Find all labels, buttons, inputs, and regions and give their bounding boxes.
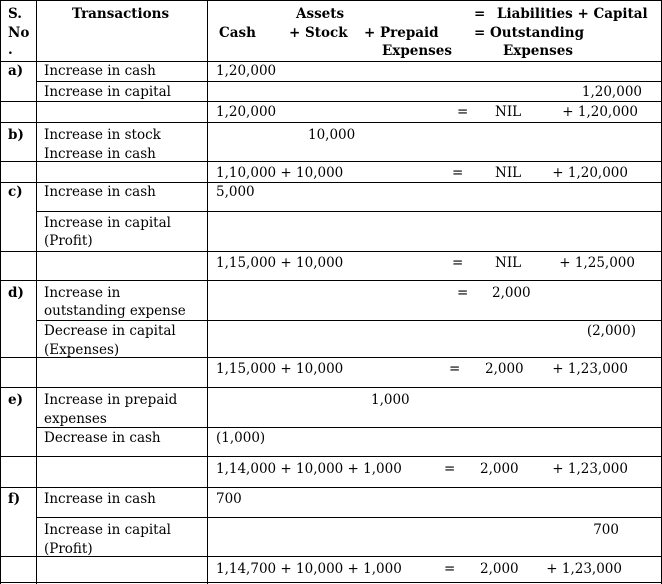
liabilities-value: 2,000	[485, 361, 524, 377]
header-sno: No	[8, 25, 30, 41]
liabilities-value: 2,000	[492, 285, 531, 301]
header-outstanding: = Outstanding	[474, 25, 585, 41]
stock-value: 10,000	[308, 127, 356, 143]
row-label: a)	[8, 63, 24, 79]
table-border-left	[0, 0, 1, 584]
header-transactions: Transactions	[72, 6, 170, 22]
header-sno: S.	[8, 6, 22, 22]
table-border-bottom	[0, 582, 662, 583]
capital-total: + 1,20,000	[552, 165, 628, 181]
row-divider	[0, 101, 662, 102]
liabilities-value: NIL	[495, 165, 522, 181]
header-prepaid-expenses: Expenses	[382, 43, 452, 59]
total-assets: 1,14,700 + 10,000 + 1,000	[216, 561, 402, 577]
row-divider	[36, 517, 662, 518]
capital-value: 1,20,000	[581, 84, 642, 100]
cash-value: (1,000)	[216, 430, 266, 446]
cash-value: 700	[216, 491, 242, 507]
transaction-text: Increase in capital	[44, 522, 171, 538]
liabilities-value: 2,000	[480, 561, 519, 577]
capital-total: + 1,23,000	[552, 461, 628, 477]
transaction-text: (Expenses)	[44, 342, 120, 358]
equals-sign: =	[452, 165, 464, 181]
capital-total: + 1,20,000	[562, 104, 638, 120]
transaction-text: Increase in cash	[44, 491, 156, 507]
liabilities-value: NIL	[495, 255, 522, 271]
row-label: e)	[8, 392, 23, 408]
row-label: d)	[8, 285, 24, 301]
cash-value: 1,20,000	[216, 63, 277, 79]
equals-sign: =	[444, 461, 456, 477]
transaction-text: Increase in stock	[44, 127, 161, 143]
transaction-text: (Profit)	[44, 541, 93, 557]
row-divider	[0, 122, 662, 123]
header-liabilities-capital: Liabilities + Capital	[497, 6, 648, 22]
transaction-text: (Profit)	[44, 233, 93, 249]
equals-sign: =	[444, 561, 456, 577]
transaction-text: Increase in cash	[44, 184, 156, 200]
capital-total: + 1,23,000	[552, 361, 628, 377]
equals-sign: =	[457, 104, 469, 120]
transaction-text: Increase in cash	[44, 146, 156, 162]
equals-sign: =	[457, 285, 469, 301]
prepaid-value: 1,000	[371, 392, 410, 408]
capital-total: + 1,25,000	[559, 255, 635, 271]
equals-sign: =	[452, 255, 464, 271]
header-prepaid: + Prepaid	[364, 25, 439, 41]
row-label: f)	[8, 491, 21, 507]
transaction-text: Decrease in cash	[44, 430, 161, 446]
transaction-text: Increase in prepaid	[44, 392, 178, 408]
total-assets: 1,10,000 + 10,000	[216, 165, 344, 181]
total-assets: 1,20,000	[216, 104, 277, 120]
total-assets: 1,15,000 + 10,000	[216, 255, 344, 271]
row-divider	[36, 427, 662, 428]
row-divider	[36, 81, 662, 82]
table-border-top	[0, 0, 662, 1]
column-divider-sno	[36, 0, 37, 584]
row-divider	[0, 280, 662, 281]
row-divider	[0, 251, 662, 252]
transaction-text: outstanding expense	[44, 303, 186, 319]
header-assets: Assets	[296, 6, 345, 22]
cash-value: 5,000	[216, 184, 255, 200]
header-sno: .	[8, 42, 13, 58]
equals-sign: =	[449, 361, 461, 377]
total-assets: 1,15,000 + 10,000	[216, 361, 344, 377]
liabilities-value: NIL	[495, 104, 522, 120]
liabilities-value: 2,000	[480, 461, 519, 477]
capital-total: + 1,23,000	[546, 561, 622, 577]
row-label: b)	[8, 127, 24, 143]
row-divider	[0, 556, 662, 557]
transaction-text: Increase in capital	[44, 215, 171, 231]
row-divider	[0, 387, 662, 388]
capital-value: 700	[593, 522, 619, 538]
transaction-text: Increase in	[44, 285, 121, 301]
header-outstanding-expenses: Expenses	[503, 43, 573, 59]
row-divider	[0, 487, 662, 488]
total-assets: 1,14,000 + 10,000 + 1,000	[216, 461, 402, 477]
header-cash: Cash	[219, 25, 256, 41]
row-divider	[36, 211, 662, 212]
header-stock: + Stock	[289, 25, 348, 41]
capital-value: (2,000)	[586, 323, 636, 339]
header-equals: =	[474, 6, 486, 22]
transaction-text: Decrease in capital	[44, 323, 176, 339]
transaction-text: Increase in capital	[44, 84, 171, 100]
row-divider	[36, 320, 662, 321]
row-divider	[0, 456, 662, 457]
row-label: c)	[8, 184, 23, 200]
column-divider-transactions	[207, 0, 208, 584]
transaction-text: Increase in cash	[44, 63, 156, 79]
transaction-text: expenses	[44, 411, 107, 427]
